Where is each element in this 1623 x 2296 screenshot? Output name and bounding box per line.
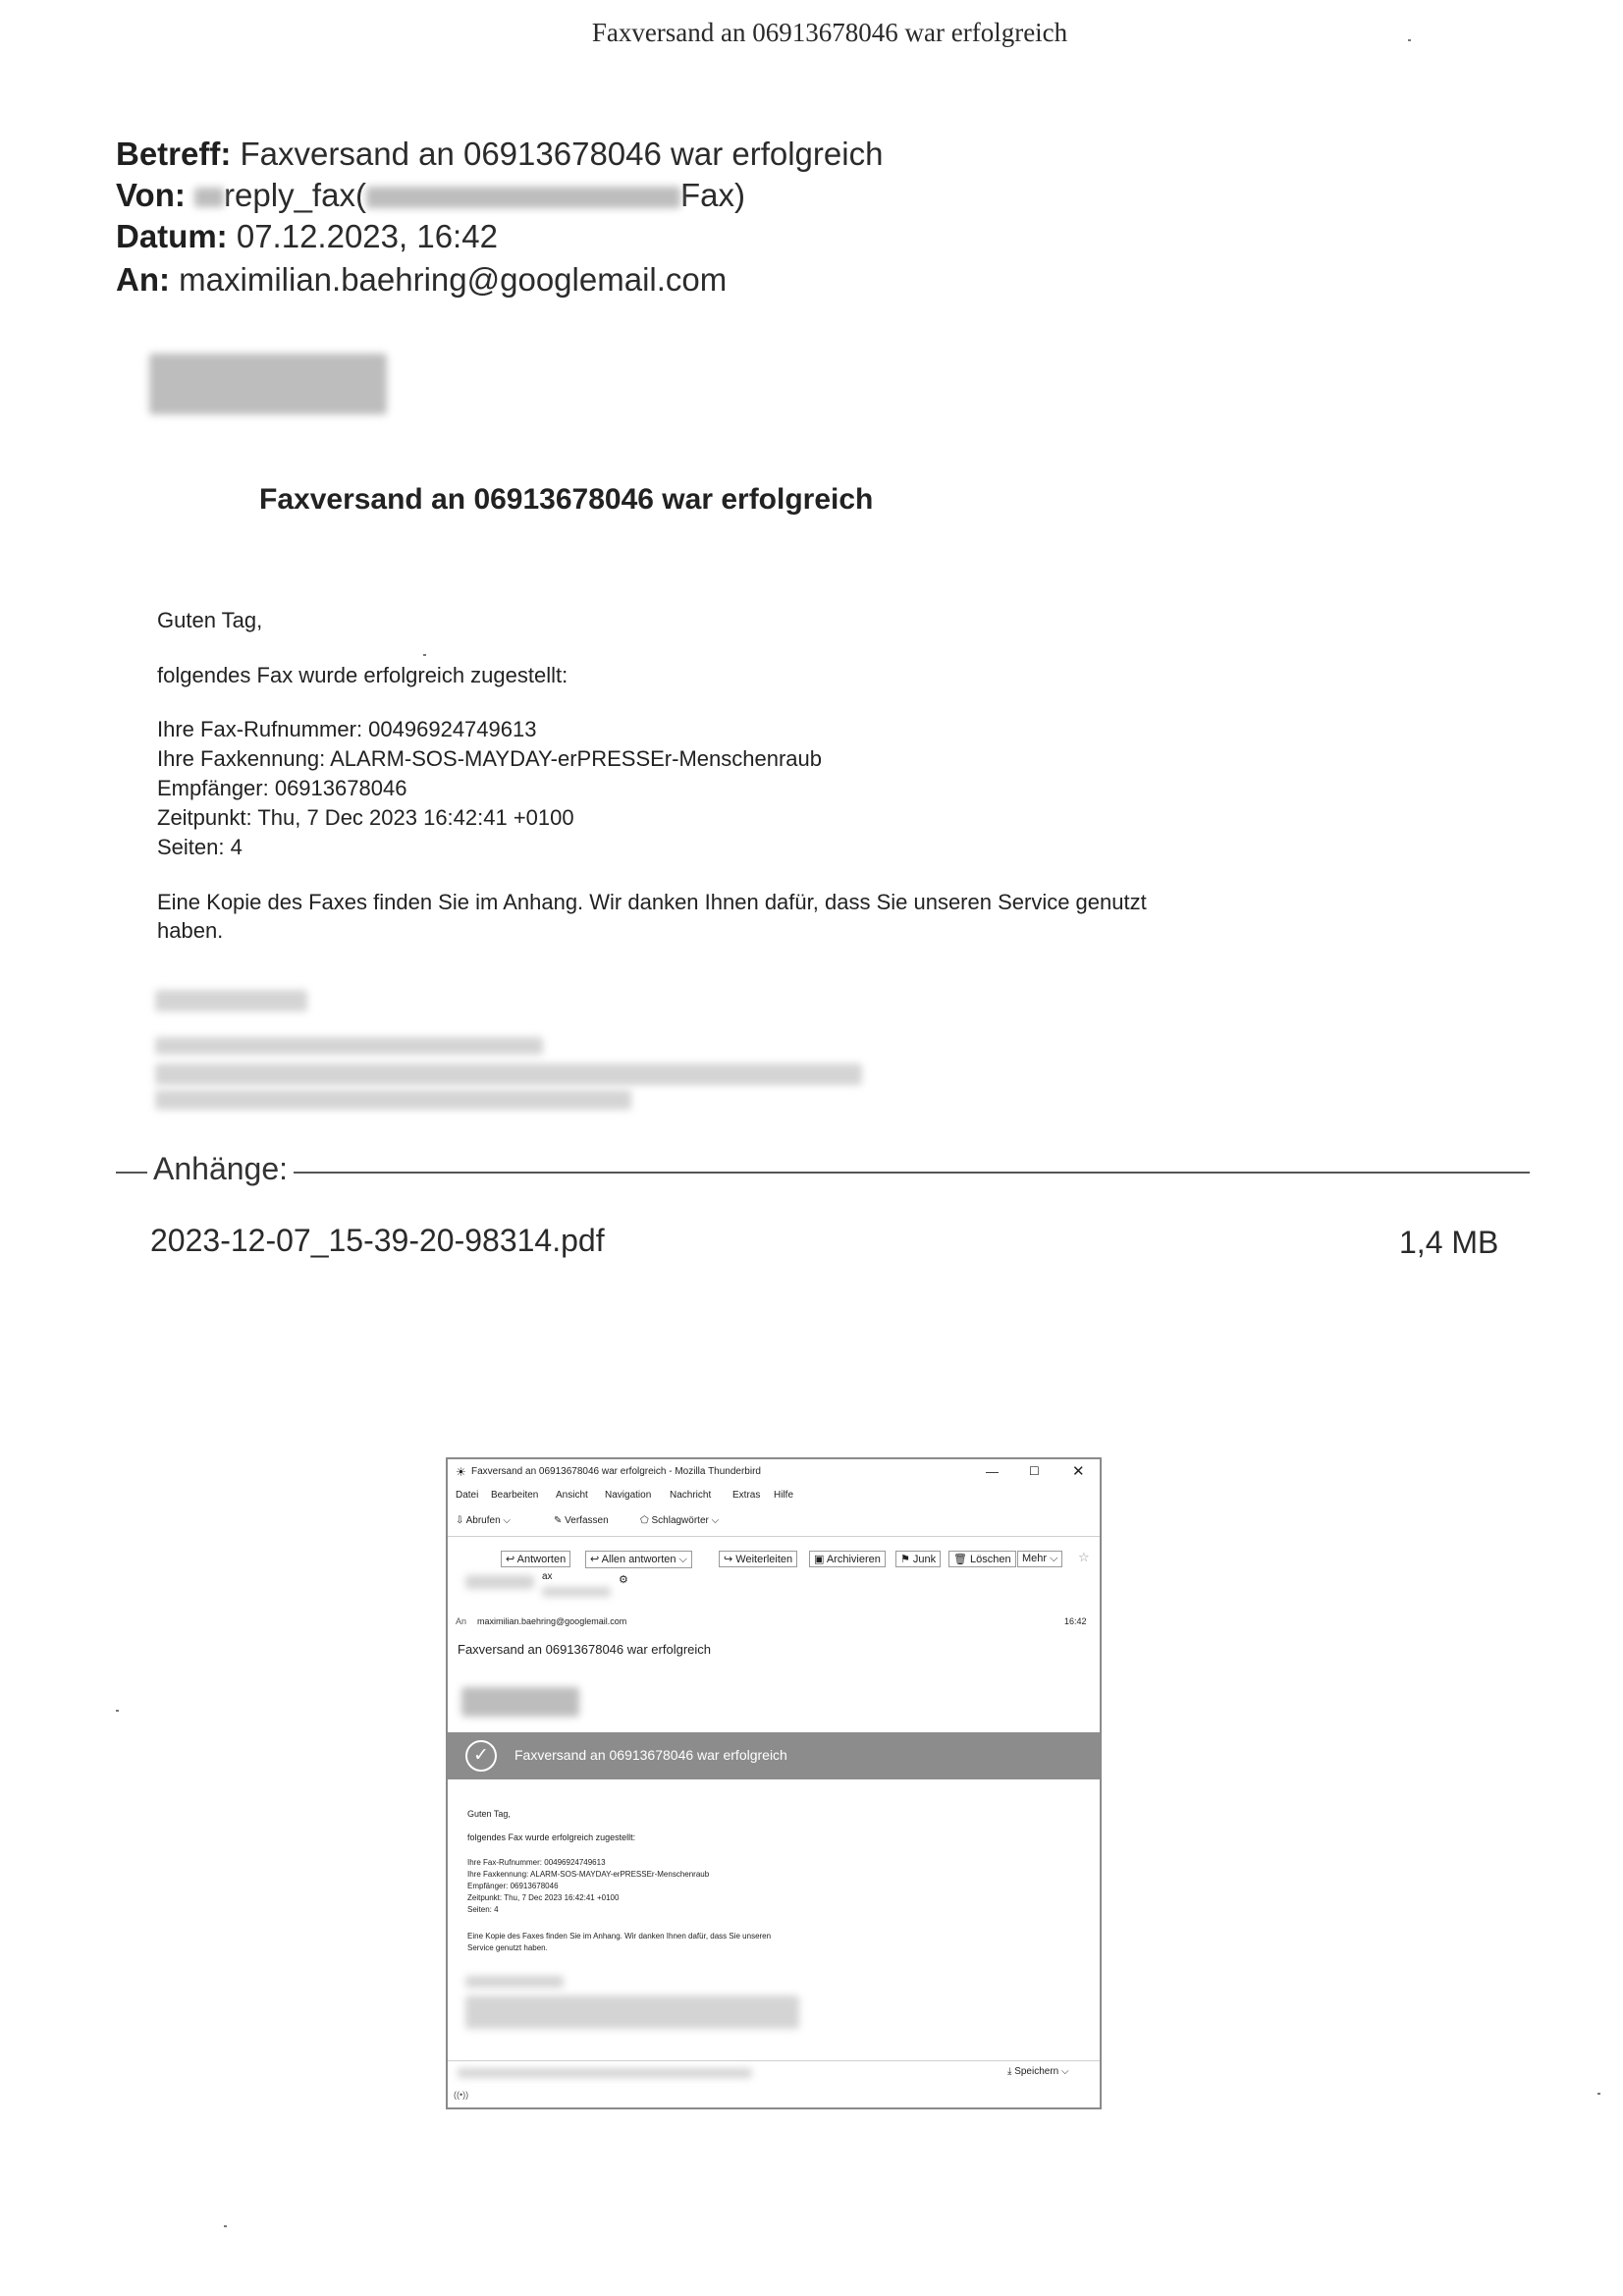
to-label: An	[456, 1616, 467, 1626]
redacted-signature	[155, 990, 307, 1011]
reply-button[interactable]: ↩ Antworten	[501, 1551, 570, 1567]
redacted-signature	[155, 1090, 631, 1110]
to-address[interactable]: maximilian.baehring@googlemail.com	[477, 1616, 627, 1626]
body-closing-line: Service genutzt haben.	[467, 1943, 548, 1952]
redacted-logo	[461, 1687, 579, 1717]
success-banner	[448, 1732, 1100, 1779]
tags-button[interactable]: ⬠ Schlagwörter ⌵	[640, 1515, 720, 1526]
menu-message[interactable]: Nachricht	[670, 1490, 712, 1501]
body-intro: folgendes Fax wurde erfolgreich zugestellt:	[467, 1832, 636, 1842]
save-label: Speichern	[1014, 2066, 1059, 2077]
email-greeting: Guten Tag,	[157, 608, 263, 632]
check-circle-icon: ✓	[465, 1740, 497, 1772]
tags-label: Schlagwörter	[651, 1515, 709, 1526]
menu-file[interactable]: Datei	[456, 1490, 479, 1501]
redacted-signature	[155, 1064, 862, 1085]
email-intro: folgendes Fax wurde erfolgreich zugestellt:	[157, 663, 568, 687]
connection-status-icon: ((•))	[454, 2090, 469, 2100]
redacted-logo	[149, 354, 387, 414]
message-subject: Faxversand an 06913678046 war erfolgreich	[458, 1642, 712, 1657]
sender-fragment: ax	[542, 1571, 553, 1582]
redacted-sender	[542, 1587, 611, 1597]
attachments-divider	[116, 1172, 1530, 1174]
redacted-block	[366, 187, 680, 208]
redacted-signature	[465, 1995, 799, 2029]
scan-speck	[224, 2225, 227, 2227]
archive-button[interactable]: ▣ Archivieren	[809, 1551, 886, 1567]
junk-button[interactable]: ⚑ Junk	[895, 1551, 941, 1567]
print-title: Faxversand an 06913678046 war erfolgreich	[591, 18, 1068, 47]
star-icon[interactable]: ☆	[1078, 1550, 1090, 1564]
attachment-file-name[interactable]: 2023-12-07_15-39-20-98314.pdf	[150, 1223, 605, 1258]
email-heading: Faxversand an 06913678046 war erfolgreich	[259, 483, 874, 516]
redacted-signature	[155, 1037, 543, 1055]
embedded-screenshot	[446, 1457, 1102, 2109]
scan-speck	[1408, 39, 1411, 41]
date-row	[116, 218, 498, 255]
body-detail-line: Zeitpunkt: Thu, 7 Dec 2023 16:42:41 +0100	[467, 1893, 620, 1902]
scan-speck	[423, 654, 426, 656]
fax-detail-line: Ihre Fax-Rufnummer: 00496924749613	[157, 717, 537, 741]
banner-text: Faxversand an 06913678046 war erfolgreich	[514, 1747, 787, 1763]
redacted-sender	[465, 1575, 534, 1589]
fax-detail-line: Empfänger: 06913678046	[157, 776, 407, 800]
compose-label: Verfassen	[565, 1515, 609, 1526]
closing-line: Eine Kopie des Faxes finden Sie im Anhang. Wir danken Ihnen dafür, dass Sie unseren Service genutzt	[157, 890, 1147, 914]
subject-value: Faxversand an 06913678046 war erfolgreich	[240, 136, 884, 172]
minimize-icon[interactable]: —	[986, 1464, 999, 1479]
body-detail-line: Ihre Fax-Rufnummer: 00496924749613	[467, 1858, 606, 1867]
to-label: An:	[116, 261, 170, 298]
scan-speck	[1597, 2093, 1600, 2095]
get-messages-button[interactable]: ⇩ Abrufen ⌵	[456, 1515, 511, 1526]
delete-label: Löschen	[970, 1554, 1011, 1565]
body-detail-line: Empfänger: 06913678046	[467, 1882, 559, 1890]
email-closing	[157, 888, 1147, 945]
more-label: Mehr	[1022, 1553, 1048, 1564]
from-value-start: reply_fax(	[224, 177, 366, 213]
attachments-label: Anhänge:	[147, 1151, 294, 1187]
junk-label: Junk	[912, 1554, 937, 1565]
reply-all-label: Allen antworten	[601, 1554, 676, 1565]
more-button[interactable]: Mehr ⌵	[1017, 1551, 1062, 1567]
get-messages-label: Abrufen	[465, 1515, 501, 1526]
subject-row	[116, 136, 883, 173]
fax-detail-line: Zeitpunkt: Thu, 7 Dec 2023 16:42:41 +0100	[157, 805, 574, 830]
body-closing-line: Eine Kopie des Faxes finden Sie im Anhang. Wir danken Ihnen dafür, dass Sie unseren	[467, 1932, 772, 1941]
menu-view[interactable]: Ansicht	[556, 1490, 588, 1501]
save-attachment-button[interactable]: ⤓ Speichern ⌵	[1007, 2066, 1069, 2077]
menu-help[interactable]: Hilfe	[774, 1490, 794, 1501]
body-detail-line: Ihre Faxkennung: ALARM-SOS-MAYDAY-erPRESSEr-Menschenraub	[467, 1870, 710, 1879]
reply-label: Antworten	[516, 1554, 567, 1565]
fax-details	[157, 715, 822, 862]
date-value: 07.12.2023, 16:42	[236, 218, 498, 254]
delete-button[interactable]: 🗑 Löschen	[948, 1551, 1016, 1567]
attachment-file-size: 1,4 MB	[1399, 1225, 1499, 1260]
menu-extras[interactable]: Extras	[732, 1490, 761, 1501]
thunderbird-icon: ☀	[456, 1465, 466, 1479]
fax-detail-line: Seiten: 4	[157, 835, 243, 859]
date-label: Datum:	[116, 218, 228, 254]
closing-line: haben.	[157, 918, 224, 943]
archive-label: Archivieren	[826, 1554, 881, 1565]
close-icon[interactable]: ✕	[1072, 1463, 1085, 1480]
message-time: 16:42	[1064, 1616, 1087, 1626]
forward-button[interactable]: ↪ Weiterleiten	[719, 1551, 797, 1567]
window-title: Faxversand an 06913678046 war erfolgreich - Mozilla Thunderbird	[471, 1466, 761, 1477]
redacted-attachment-bar	[458, 2068, 752, 2078]
toolbar-divider	[448, 1536, 1100, 1537]
forward-label: Weiterleiten	[735, 1554, 793, 1565]
body-greeting: Guten Tag,	[467, 1809, 511, 1819]
scan-speck	[116, 1710, 119, 1712]
menu-edit[interactable]: Bearbeiten	[491, 1490, 539, 1501]
body-detail-line: Seiten: 4	[467, 1905, 499, 1914]
contact-icon[interactable]: ⚙	[619, 1574, 628, 1586]
from-row	[116, 177, 745, 214]
attachment-bar-divider	[448, 2060, 1100, 2061]
maximize-icon[interactable]: ☐	[1029, 1464, 1040, 1478]
reply-all-button[interactable]: ↩ Allen antworten ⌵	[585, 1551, 692, 1568]
to-value: maximilian.baehring@googlemail.com	[179, 261, 728, 298]
to-row	[116, 261, 727, 299]
compose-button[interactable]: ✎ Verfassen	[554, 1515, 609, 1526]
redacted-signature	[465, 1976, 564, 1988]
fax-detail-line: Ihre Faxkennung: ALARM-SOS-MAYDAY-erPRESSEr-Menschenraub	[157, 746, 822, 771]
subject-label: Betreff:	[116, 136, 232, 172]
from-value-end: Fax)	[679, 177, 745, 213]
from-label: Von:	[116, 177, 186, 213]
menu-navigation[interactable]: Navigation	[605, 1490, 652, 1501]
redacted-block	[194, 188, 224, 207]
